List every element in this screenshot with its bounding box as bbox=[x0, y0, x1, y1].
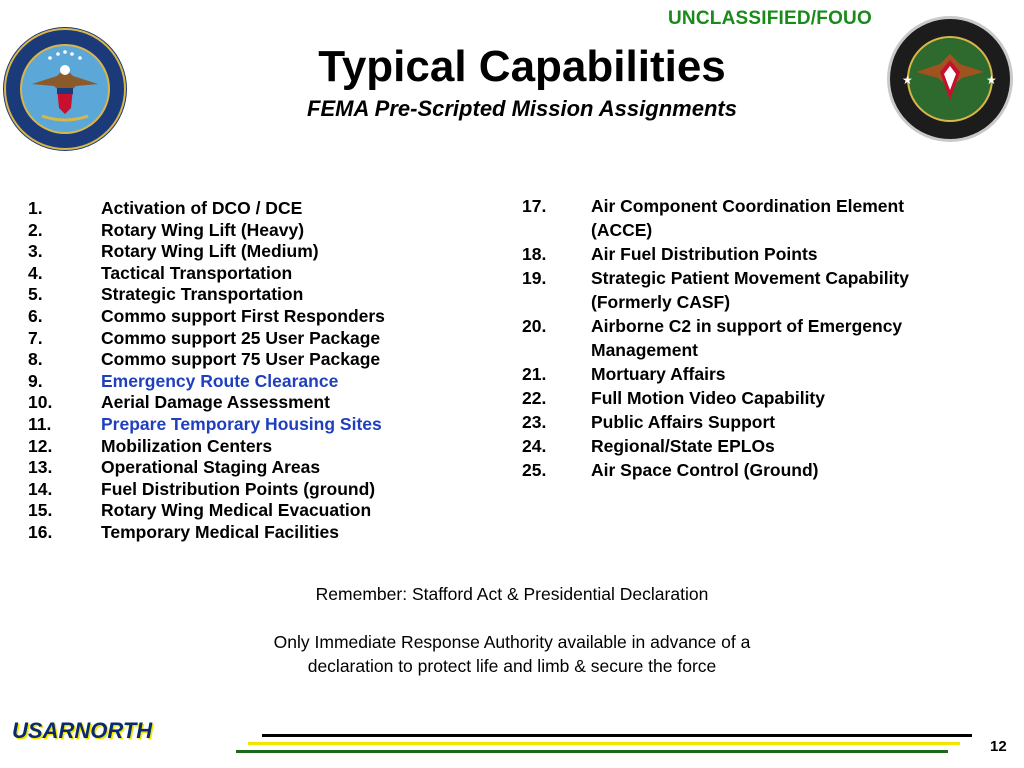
list-item bbox=[28, 284, 498, 306]
list-item-line: Mortuary Affairs bbox=[591, 364, 726, 384]
list-item bbox=[28, 392, 498, 414]
list-item bbox=[522, 314, 1002, 362]
list-item-text bbox=[591, 410, 1002, 434]
footer-rule-yellow bbox=[248, 742, 960, 745]
list-item-text: Prepare Temporary Housing Sites bbox=[101, 413, 382, 434]
list-item-text: Commo support 25 User Package bbox=[101, 327, 381, 348]
list-item-line: Regional/State EPLOs bbox=[591, 436, 775, 456]
list-item-text bbox=[591, 458, 1002, 482]
list-item-line: Strategic Patient Movement Capability bbox=[591, 268, 909, 288]
list-item-number: 7. bbox=[28, 327, 43, 348]
list-item-number: 11. bbox=[28, 413, 52, 434]
capabilities-list-left bbox=[28, 198, 498, 544]
list-item bbox=[522, 242, 1002, 266]
list-item bbox=[522, 434, 1002, 458]
footer-rule-black bbox=[262, 734, 972, 737]
list-item-number: 2. bbox=[28, 219, 43, 240]
list-item bbox=[28, 263, 498, 285]
list-item-number: 16. bbox=[28, 521, 53, 542]
list-item-text: Rotary Wing Lift (Heavy) bbox=[101, 219, 305, 240]
usarnorth-logo: USARNORTH bbox=[12, 718, 153, 743]
list-item bbox=[522, 410, 1002, 434]
list-item-number: 1. bbox=[28, 198, 43, 218]
list-item bbox=[28, 522, 498, 544]
list-item-number: 15. bbox=[28, 500, 53, 521]
list-item bbox=[522, 458, 1002, 482]
list-item bbox=[28, 306, 498, 328]
list-item-text: Tactical Transportation bbox=[101, 262, 293, 283]
list-item bbox=[28, 414, 498, 436]
list-item-text: Rotary Wing Lift (Medium) bbox=[101, 241, 319, 262]
list-item bbox=[28, 500, 498, 522]
list-item-line: Air Space Control (Ground) bbox=[591, 460, 819, 480]
list-item bbox=[28, 198, 498, 220]
list-item bbox=[28, 479, 498, 501]
list-item bbox=[522, 266, 1002, 314]
list-item-text bbox=[591, 266, 1002, 314]
list-item bbox=[28, 328, 498, 350]
list-item-text: Activation of DCO / DCE bbox=[101, 198, 303, 218]
list-item-text bbox=[591, 194, 1002, 242]
list-item-number: 22. bbox=[522, 388, 547, 408]
list-item-number: 14. bbox=[28, 478, 53, 499]
list-item-line: Full Motion Video Capability bbox=[591, 388, 825, 408]
list-item-number: 8. bbox=[28, 349, 43, 370]
list-item-text: Fuel Distribution Points (ground) bbox=[101, 478, 376, 499]
list-item-text bbox=[591, 386, 1002, 410]
list-item-text bbox=[591, 434, 1002, 458]
list-item-number: 10. bbox=[28, 392, 53, 413]
list-item bbox=[522, 386, 1002, 410]
list-item-number: 6. bbox=[28, 305, 43, 326]
list-item-text bbox=[591, 362, 1002, 386]
list-item-number: 23. bbox=[522, 412, 547, 432]
list-item-text: Strategic Transportation bbox=[101, 284, 304, 305]
list-item-number: 3. bbox=[28, 241, 43, 262]
list-item-number: 21. bbox=[522, 364, 547, 384]
svg-text:★: ★ bbox=[986, 73, 997, 87]
svg-text:★: ★ bbox=[902, 73, 913, 87]
list-item-text: Aerial Damage Assessment bbox=[101, 392, 330, 413]
list-item bbox=[28, 457, 498, 479]
list-item-text: Operational Staging Areas bbox=[101, 457, 321, 478]
list-item-number: 24. bbox=[522, 436, 547, 456]
list-item-number: 19. bbox=[522, 268, 547, 288]
list-item bbox=[28, 241, 498, 263]
authority-note-line: declaration to protect life and limb & secure the force bbox=[307, 656, 717, 676]
list-item-line: (Formerly CASF) bbox=[591, 292, 731, 312]
list-item-text: Commo support First Responders bbox=[101, 305, 385, 326]
slide-subtitle: FEMA Pre-Scripted Mission Assignments bbox=[307, 96, 737, 121]
list-item bbox=[28, 349, 498, 371]
classification-marking: UNCLASSIFIED/FOUO bbox=[668, 8, 872, 29]
list-item-number: 25. bbox=[522, 460, 547, 480]
list-item-text: Mobilization Centers bbox=[101, 435, 273, 456]
list-item-number: 17. bbox=[522, 196, 547, 216]
list-item-text: Temporary Medical Facilities bbox=[101, 521, 339, 542]
list-item-text: Emergency Route Clearance bbox=[101, 370, 339, 391]
list-item-line: Airborne C2 in support of Emergency bbox=[591, 316, 903, 336]
list-item bbox=[28, 220, 498, 242]
list-item bbox=[522, 362, 1002, 386]
remember-note: Remember: Stafford Act & Presidential Declaration bbox=[315, 584, 709, 604]
list-item bbox=[28, 436, 498, 458]
list-item-text: Commo support 75 User Package bbox=[101, 349, 381, 370]
authority-note bbox=[0, 630, 1024, 678]
slide-title: Typical Capabilities bbox=[318, 42, 726, 91]
list-item-text bbox=[591, 242, 1002, 266]
list-item-line: Air Fuel Distribution Points bbox=[591, 244, 818, 264]
list-item-number: 4. bbox=[28, 262, 43, 283]
list-item-text: Rotary Wing Medical Evacuation bbox=[101, 500, 372, 521]
capabilities-list-right bbox=[522, 194, 1002, 482]
list-item-number: 18. bbox=[522, 244, 547, 264]
authority-note-line: Only Immediate Response Authority available in advance of a bbox=[273, 632, 751, 652]
list-item-number: 12. bbox=[28, 435, 53, 456]
list-item-line: Management bbox=[591, 340, 698, 360]
list-item-number: 13. bbox=[28, 457, 53, 478]
list-item-line: Public Affairs Support bbox=[591, 412, 776, 432]
page-number: 12 bbox=[990, 738, 1007, 755]
list-item-text bbox=[591, 314, 1002, 362]
list-item bbox=[28, 371, 498, 393]
list-item-line: (ACCE) bbox=[591, 220, 653, 240]
list-item-number: 9. bbox=[28, 370, 43, 391]
footer-rule-green bbox=[236, 750, 948, 753]
list-item-number: 20. bbox=[522, 316, 547, 336]
list-item-number: 5. bbox=[28, 284, 43, 305]
list-item-line: Air Component Coordination Element bbox=[591, 196, 905, 216]
list-item bbox=[522, 194, 1002, 242]
